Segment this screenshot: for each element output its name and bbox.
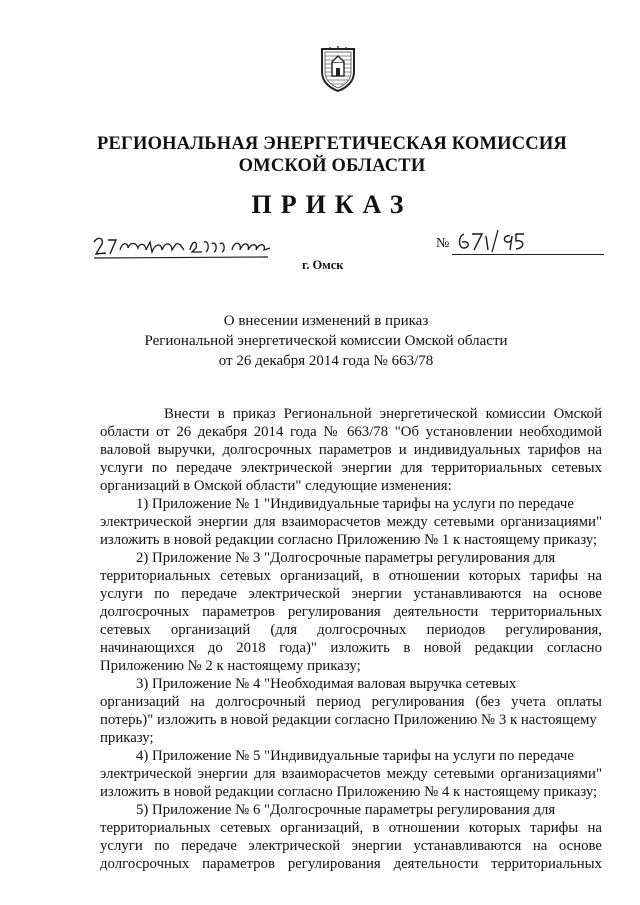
organization-name-line2: ОМСКОЙ ОБЛАСТИ [238,156,426,176]
body-line: услуги по передаче электрической энергии устанавливаются на основе [100,586,602,602]
document-type-title: ПРИКАЗ [251,190,413,219]
body-line: валовой выручки, долгосрочных параметров и индивидуальных тарифов на [100,442,602,458]
subject-line3: от 26 декабря 2014 года № 663/78 [218,353,434,369]
number-underline [452,254,604,255]
body-line: начинающихся до 2018 года)" изложить в новой редакции согласно [100,640,602,656]
list-item-3-line: 3) Приложение № 4 "Необходимая валовая выручка сетевых [136,676,517,692]
body-line: сетевых организаций (для долгосрочных периодов регулирования, [100,622,602,638]
list-item-5-line: 5) Приложение № 6 "Долгосрочные параметры регулирования для [136,802,556,818]
body-line: потерь)" изложить в новой редакции согласно Приложению № 3 к настоящему [100,712,597,728]
body-line: организаций на долгосрочный период регулирования (без учета оплаты [100,694,602,710]
list-item-2-line: 2) Приложение № 3 "Долгосрочные параметры регулирования для [136,550,556,566]
list-item-1-line: 1) Приложение № 1 "Индивидуальные тарифы на услуги по передаче [136,496,574,512]
handwritten-date [92,234,274,264]
city-label: г. Омск [302,258,344,272]
subject-line1: О внесении изменений в приказ [223,313,429,329]
body-line: долгосрочных параметров регулирования деятельности территориальных [100,856,602,872]
list-item-4-line: 4) Приложение № 5 "Индивидуальные тарифы на услуги по передаче [136,748,574,764]
handwritten-number [454,228,532,254]
organization-name-line1: РЕГИОНАЛЬНАЯ ЭНЕРГЕТИЧЕСКАЯ КОМИССИЯ [96,134,567,154]
body-line: электрической энергии для взаиморасчетов между сетевыми организациями" [100,766,602,782]
body-line: организаций в Омской области" следующие изменения: [100,478,452,494]
body-line: приказу; [100,730,154,746]
omsk-coat-of-arms-icon [318,46,358,92]
body-line: изложить в новой редакции согласно Приложению № 4 к настоящему приказу; [100,784,598,800]
body-line: Внести в приказ Региональной энергетической комиссии Омской [164,406,602,422]
body-line: изложить в новой редакции согласно Приложению № 1 к настоящему приказу; [100,532,598,548]
subject-line2: Региональной энергетической комиссии Омской области [144,333,508,349]
body-line: территориальных сетевых организаций, в отношении которых тарифы на [100,568,602,584]
body-line: долгосрочных параметров регулирования деятельности территориальных [100,604,602,620]
body-line: услуги по передаче электрической энергии для территориальных сетевых [100,460,602,476]
body-line: области от 26 декабря 2014 года № 663/78 "Об установлении необходимой [100,424,602,440]
body-line: услуги по передаче электрической энергии устанавливаются на основе [100,838,602,854]
body-line: электрической энергии для взаиморасчетов между сетевыми организациями" [100,514,602,530]
number-label: № [436,236,450,251]
body-line: территориальных сетевых организаций, в отношении которых тарифы на [100,820,602,836]
body-line: Приложению № 2 к настоящему приказу; [100,658,361,674]
